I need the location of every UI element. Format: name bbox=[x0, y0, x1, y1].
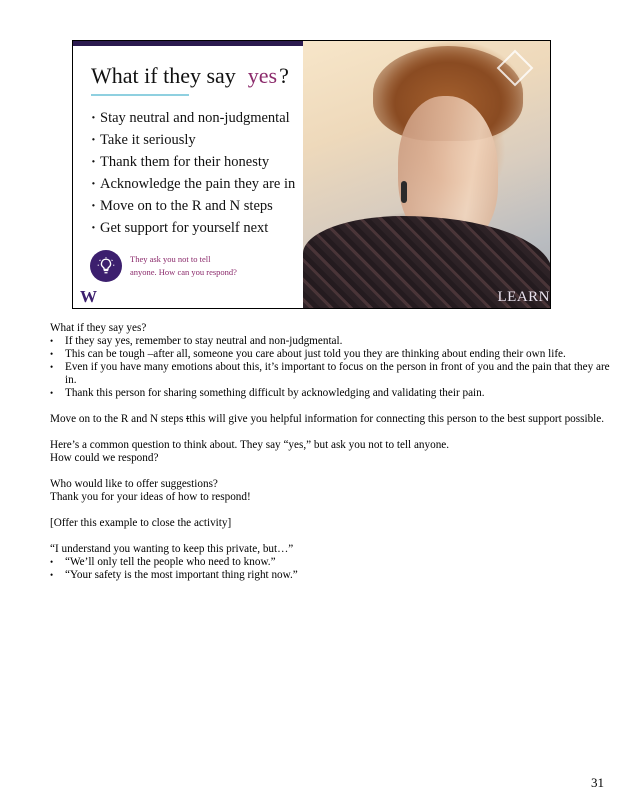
lightbulb-icon bbox=[90, 250, 122, 282]
title-underline bbox=[91, 94, 189, 96]
rn-text-rest: this will give you helpful information for connecting this person to the best support possible. bbox=[189, 413, 605, 425]
slide-title-suffix: ? bbox=[279, 63, 289, 88]
slide-title-highlight: yes bbox=[247, 63, 278, 88]
callout-text bbox=[130, 253, 260, 279]
page-number: 31 bbox=[591, 775, 604, 790]
slide-bullet: · Take it seriously bbox=[91, 129, 306, 151]
list-item: • Even if you have many emotions about this, it’s important to focus on the person in front of you and the pain that they are in. bbox=[50, 361, 610, 387]
photo-earring bbox=[401, 181, 407, 203]
slide-top-bar bbox=[73, 41, 303, 46]
callout-line: They ask you not to tell bbox=[130, 254, 211, 264]
offer-line: Thank you for your ideas of how to respond! bbox=[50, 491, 251, 503]
slide-bullet: · Acknowledge the pain they are in bbox=[91, 173, 306, 195]
slide-thumbnail bbox=[72, 40, 551, 309]
instruction-line: [Offer this example to close the activity] bbox=[50, 517, 232, 529]
rn-strike: t bbox=[186, 413, 190, 425]
notes-heading: What if they say yes? bbox=[50, 322, 147, 334]
notes-list-1 bbox=[50, 335, 610, 400]
list-item: • If they say yes, remember to stay neutral and non-judgmental. bbox=[50, 335, 610, 348]
question-line: How could we respond? bbox=[50, 452, 159, 464]
quote-intro: “I understand you wanting to keep this private, but…” bbox=[50, 543, 294, 555]
list-item: • “We’ll only tell the people who need to know.” bbox=[50, 556, 610, 569]
offer-line: Who would like to offer suggestions? bbox=[50, 478, 218, 490]
list-item: • Thank this person for sharing something difficult by acknowledging and validating their pain. bbox=[50, 387, 610, 400]
slide-bullet: · Get support for yourself next bbox=[91, 217, 306, 239]
slide-title bbox=[91, 63, 289, 89]
slide-bullet: · Stay neutral and non-judgmental bbox=[91, 107, 306, 129]
list-item: • “Your safety is the most important thing right now.” bbox=[50, 569, 610, 582]
slide-title-prefix: What if they say bbox=[91, 63, 236, 88]
slide-bullet-list bbox=[91, 107, 306, 239]
rn-text: Move on to the R and N steps bbox=[50, 413, 187, 425]
slide-photo bbox=[303, 41, 551, 309]
list-item: • This can be tough –after all, someone you care about just told you they are thinking about ending their own life. bbox=[50, 348, 610, 361]
rn-paragraph bbox=[50, 413, 610, 426]
slide-bullet: · Thank them for their honesty bbox=[91, 151, 306, 173]
speaker-notes bbox=[50, 322, 610, 582]
learn-watermark: LEARN bbox=[497, 289, 550, 305]
slide-bullet: · Move on to the R and N steps bbox=[91, 195, 306, 217]
notes-list-2 bbox=[50, 556, 610, 582]
callout-line: anyone. How can you respond? bbox=[130, 267, 237, 277]
university-logo: W bbox=[80, 287, 97, 306]
question-line: Here’s a common question to think about. They say “yes,” but ask you not to tell anyone. bbox=[50, 439, 450, 451]
